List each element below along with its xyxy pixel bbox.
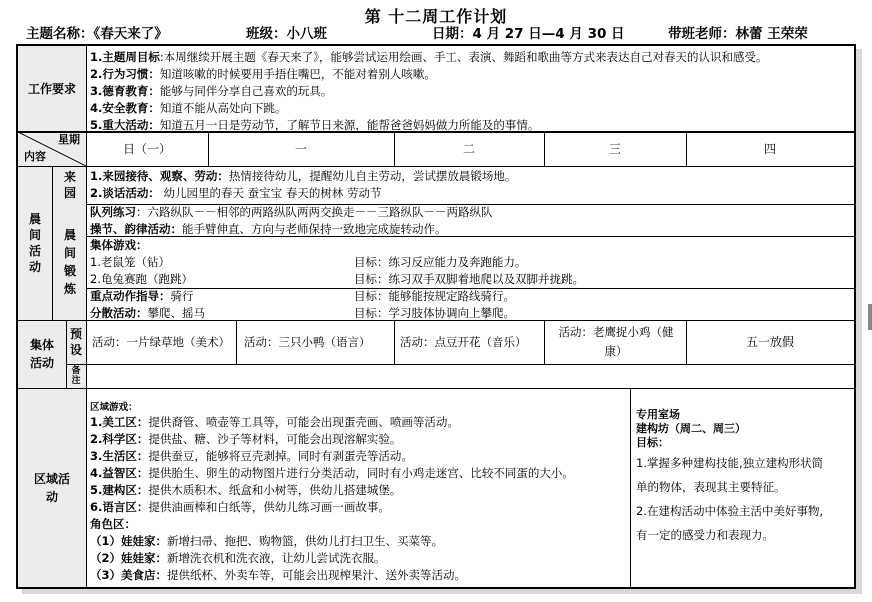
zone-1: 1.美工区：提供裔管、喷壶等工具等，可能会出现蛋壳画、喷画等活动。 xyxy=(90,415,459,429)
note-label: 备注 xyxy=(71,366,81,386)
requirement-2: 2.行为习惯：知道咳嗽的时候要用手捂住嘴巴，不能对着别人咳嗽。 xyxy=(90,67,436,81)
room-goal-4: 有一定的感受力和表现力。 xyxy=(636,528,774,542)
focus-line: 重点动作指导：骑行 目标：能够能按规定路线骑行。 xyxy=(90,289,515,303)
zone-5: 5.建构区：提供木质积木、纸盒和小树等，供幼儿搭建城堡。 xyxy=(90,483,402,497)
day-5: 四 xyxy=(763,142,776,156)
group-label: 集体活动 xyxy=(29,338,54,370)
theme-name: 主题名称：《春天来了》 xyxy=(26,26,168,42)
zone-3: 3.生活区：提供蚕豆，能够将豆壳剥掉。同时有剥蛋壳等活动。 xyxy=(90,449,413,463)
exercise-games xyxy=(90,237,850,288)
date-range: 日期：4 月 27 日—4 月 30 日 xyxy=(432,26,625,42)
requirements-list xyxy=(90,49,850,134)
group-activity-5: 五一放假 xyxy=(745,335,794,349)
arrival-line-2: 2.谈话活动： 幼儿园里的春天 蚕宝宝 春天的树林 劳动节 xyxy=(90,186,382,200)
day-3: 二 xyxy=(462,142,475,156)
requirements-label: 工作要求 xyxy=(27,82,76,96)
game-2: 2.龟兔赛跑（跑跳） 目标：练习双手双脚着地爬以及双脚并拢跳。 xyxy=(90,272,584,286)
header-content: 内容 xyxy=(24,150,46,164)
area-label: 区域活动 xyxy=(33,471,70,504)
room-title: 专用室场 xyxy=(636,408,680,421)
group-activity-2: 活动：三只小鸭（语言） xyxy=(244,334,371,349)
morning-label: 晨间活动 xyxy=(28,212,41,274)
day-4: 三 xyxy=(608,142,621,156)
day-2: 一 xyxy=(294,142,307,156)
scatter-line: 分散活动：攀爬、摇马 目标：学习肢体协调向上攀爬。 xyxy=(90,306,515,320)
arrival-line-1: 1.来园接待、观察、劳动：热情接待幼儿，提醒幼儿自主劳动，尝试摆放晨锻场地。 xyxy=(90,169,517,183)
class-name: 班级：小八班 xyxy=(246,26,327,42)
role-2: （2）娃娃家：新增洗衣机和洗衣液，让幼儿尝试洗衣服。 xyxy=(90,551,386,565)
requirement-3: 3.德育教育：能够与同伴分享自己喜欢的玩具。 xyxy=(90,84,333,98)
group-activity-3: 活动：点豆开花（音乐） xyxy=(400,334,527,349)
drill-line: 队列练习：六路纵队－－相邻的两路纵队两两交换走－－三路纵队－－两路纵队 xyxy=(90,205,493,219)
room-goal-2: 单的物体，表现其主要特征。 xyxy=(636,480,786,494)
area-zones xyxy=(90,401,628,584)
group-activity-1: 活动：一片绿草地（美术） xyxy=(92,334,230,349)
teacher-names: 带班老师：林蕾 王荣荣 xyxy=(668,26,808,42)
arrival-content xyxy=(90,168,850,202)
area-intro: 区域游戏： xyxy=(90,402,138,413)
role-head: 角色区： xyxy=(90,517,136,531)
room-goal-3: 2.在建构活动中体验主活中美好事物, xyxy=(636,504,824,518)
plan-table xyxy=(16,44,856,589)
role-3: （3）美食店：提供纸杯、外卖车等，可能会出现榨果汁、送外卖等活动。 xyxy=(90,568,467,582)
exercise-focus xyxy=(90,288,850,322)
room-sub: 建构坊（周二、周三） xyxy=(636,422,746,435)
room-goal-1: 1.掌握多种建构技能,独立建构形状简 xyxy=(636,456,824,470)
zone-2: 2.科学区：提供盐、糖、沙子等材料，可能会出现溶解实验。 xyxy=(90,432,402,446)
special-room xyxy=(636,408,852,547)
exercise-drill xyxy=(90,204,850,238)
game-1: 1.老鼠笼（钻） 目标：练习反应能力及奔跑能力。 xyxy=(90,255,527,269)
header-week: 星期 xyxy=(58,133,80,147)
arrival-label: 来园 xyxy=(63,170,76,200)
page-edge-marker xyxy=(868,304,872,330)
requirement-1: 1.主题周目标:本周继续开展主题《春天来了》，能够尝试运用绘画、手工、表演、舞蹈和歌曲等方式来表达自己对春天的认识和感受。 xyxy=(90,50,768,64)
zone-6: 6.语言区：提供油画棒和白纸等，供幼儿练习画一画故事。 xyxy=(90,500,390,514)
requirement-5: 5.重大活动：知道五月一日是劳动节，了解节日来源，能帮爸爸妈妈做力所能及的事情。 xyxy=(90,118,540,132)
role-1: （1）娃娃家：新增扫帚、拖把、购物篮，供幼儿打扫卫生、买菜等。 xyxy=(90,534,444,548)
preset-label: 预设 xyxy=(69,327,82,357)
day-1: 日（一） xyxy=(122,142,171,156)
room-goal-head: 目标： xyxy=(636,436,669,449)
requirement-4: 4.安全教育：知道不能从高处向下跳。 xyxy=(90,101,287,115)
games-head: 集体游戏： xyxy=(90,238,148,252)
rhythm-line: 操节、韵律活动：能手臂伸直、方向与老师保持一致地完成旋转动作。 xyxy=(90,222,447,236)
zone-4: 4.益智区：提供胎生、卵生的动物图片进行分类活动，同时有小鸡走迷宫、比较不同蛋的大小。 xyxy=(90,466,574,480)
exercise-label: 晨间锻炼 xyxy=(63,228,76,296)
page-title: 第 十二周工作计划 xyxy=(364,7,508,26)
group-activity-4: 活动：老鹰捉小鸡（健康） xyxy=(558,325,674,358)
